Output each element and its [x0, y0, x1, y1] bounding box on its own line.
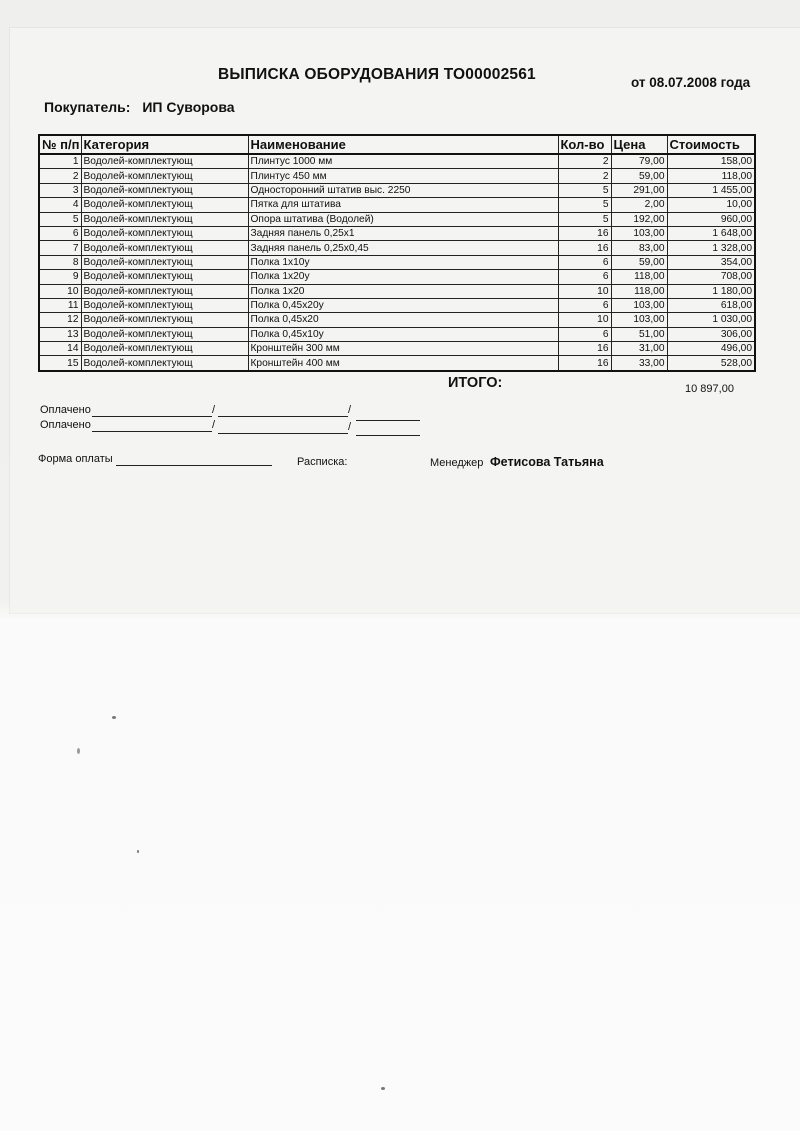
- table-row: [39, 183, 755, 197]
- row-name: Полка 1х20у: [248, 270, 558, 284]
- row-price: 33,00: [611, 356, 667, 371]
- row-cost: 118,00: [667, 169, 755, 183]
- row-category: Водолей-комплектующ: [81, 169, 248, 183]
- buyer-name: ИП Суворова: [142, 99, 235, 115]
- table-row: [39, 198, 755, 212]
- row-number: 15: [39, 356, 81, 371]
- row-price: 103,00: [611, 226, 667, 240]
- table-row: [39, 327, 755, 341]
- column-header-quantity: Кол-во: [558, 135, 611, 154]
- row-cost: 528,00: [667, 356, 755, 371]
- paid-1-date-line[interactable]: [356, 420, 420, 421]
- row-cost: 1 648,00: [667, 226, 755, 240]
- row-name: Задняя панель 0,25х1: [248, 226, 558, 240]
- row-quantity: 16: [558, 241, 611, 255]
- row-quantity: 10: [558, 313, 611, 327]
- row-quantity: 2: [558, 169, 611, 183]
- scan-speck: [137, 850, 139, 853]
- row-name: Полка 1х20: [248, 284, 558, 298]
- items-table: [38, 134, 756, 372]
- row-name: Кронштейн 400 мм: [248, 356, 558, 371]
- row-price: 79,00: [611, 154, 667, 169]
- column-header-cost: Стоимость: [667, 135, 755, 154]
- row-number: 10: [39, 284, 81, 298]
- row-cost: 960,00: [667, 212, 755, 226]
- row-category: Водолей-комплектующ: [81, 356, 248, 371]
- table-row: [39, 298, 755, 312]
- table-row: [39, 284, 755, 298]
- row-cost: 496,00: [667, 342, 755, 356]
- row-number: 14: [39, 342, 81, 356]
- row-price: 83,00: [611, 241, 667, 255]
- column-header-category: Категория: [81, 135, 248, 154]
- row-number: 2: [39, 169, 81, 183]
- paid-2-separator: /: [212, 419, 216, 431]
- row-number: 5: [39, 212, 81, 226]
- row-category: Водолей-комплектующ: [81, 313, 248, 327]
- receipt-label: Расписка:: [297, 456, 348, 468]
- scan-speck: [112, 716, 116, 719]
- table-row: [39, 226, 755, 240]
- column-header-name: Наименование: [248, 135, 558, 154]
- row-number: 9: [39, 270, 81, 284]
- row-name: Опора штатива (Водолей): [248, 212, 558, 226]
- row-number: 3: [39, 183, 81, 197]
- paid-label-2: Оплачено: [40, 419, 91, 431]
- paid-1-separator-2: /: [348, 404, 352, 416]
- row-category: Водолей-комплектующ: [81, 212, 248, 226]
- paid-label-1: Оплачено: [40, 404, 91, 416]
- row-category: Водолей-комплектующ: [81, 270, 248, 284]
- column-header-number: № п/п: [39, 135, 81, 154]
- row-category: Водолей-комплектующ: [81, 241, 248, 255]
- payment-form-line[interactable]: [116, 465, 272, 466]
- table-header-row: [39, 135, 755, 154]
- document-number: ТО00002561: [443, 66, 536, 83]
- row-number: 13: [39, 327, 81, 341]
- row-quantity: 2: [558, 154, 611, 169]
- row-name: Односторонний штатив выс. 2250: [248, 183, 558, 197]
- total-value: 10 897,00: [685, 383, 734, 395]
- buyer-line: [44, 99, 235, 115]
- row-price: 31,00: [611, 342, 667, 356]
- paid-2-separator-2: /: [348, 421, 352, 433]
- document-title: [218, 66, 536, 84]
- row-name: Задняя панель 0,25х0,45: [248, 241, 558, 255]
- row-price: 192,00: [611, 212, 667, 226]
- row-quantity: 6: [558, 255, 611, 269]
- row-cost: 1 455,00: [667, 183, 755, 197]
- total-label: ИТОГО:: [448, 375, 503, 391]
- row-quantity: 16: [558, 356, 611, 371]
- row-price: 103,00: [611, 298, 667, 312]
- row-cost: 1 180,00: [667, 284, 755, 298]
- row-name: Пятка для штатива: [248, 198, 558, 212]
- row-quantity: 5: [558, 198, 611, 212]
- row-category: Водолей-комплектующ: [81, 226, 248, 240]
- row-cost: 1 328,00: [667, 241, 755, 255]
- row-name: Плинтус 450 мм: [248, 169, 558, 183]
- row-price: 103,00: [611, 313, 667, 327]
- row-name: Полка 0,45х20: [248, 313, 558, 327]
- document-date: от 08.07.2008 года: [631, 75, 751, 90]
- table-row: [39, 154, 755, 169]
- paid-2-name-line[interactable]: [218, 433, 348, 434]
- row-price: 118,00: [611, 284, 667, 298]
- row-cost: 708,00: [667, 270, 755, 284]
- row-name: Плинтус 1000 мм: [248, 154, 558, 169]
- row-number: 11: [39, 298, 81, 312]
- paid-1-signature-line[interactable]: [92, 416, 212, 417]
- row-quantity: 5: [558, 212, 611, 226]
- row-category: Водолей-комплектующ: [81, 327, 248, 341]
- table-row: [39, 313, 755, 327]
- row-name: Полка 0,45х20у: [248, 298, 558, 312]
- row-number: 12: [39, 313, 81, 327]
- paid-2-signature-line[interactable]: [92, 431, 212, 432]
- paid-2-date-line[interactable]: [356, 435, 420, 436]
- row-price: 2,00: [611, 198, 667, 212]
- row-number: 6: [39, 226, 81, 240]
- row-number: 1: [39, 154, 81, 169]
- row-cost: 158,00: [667, 154, 755, 169]
- row-category: Водолей-комплектующ: [81, 255, 248, 269]
- table-row: [39, 169, 755, 183]
- row-cost: 354,00: [667, 255, 755, 269]
- manager-label: Менеджер: [430, 457, 484, 469]
- row-cost: 10,00: [667, 198, 755, 212]
- scan-speck: [381, 1087, 385, 1090]
- column-header-price: Цена: [611, 135, 667, 154]
- row-category: Водолей-комплектующ: [81, 342, 248, 356]
- document-title-text: ВЫПИСКА ОБОРУДОВАНИЯ: [218, 66, 440, 83]
- row-price: 59,00: [611, 255, 667, 269]
- row-number: 7: [39, 241, 81, 255]
- row-name: Полка 0,45х10у: [248, 327, 558, 341]
- row-quantity: 6: [558, 270, 611, 284]
- table-row: [39, 342, 755, 356]
- row-category: Водолей-комплектующ: [81, 198, 248, 212]
- row-quantity: 6: [558, 298, 611, 312]
- paid-1-name-line[interactable]: [218, 416, 348, 417]
- table-row: [39, 356, 755, 371]
- buyer-label: Покупатель:: [44, 99, 131, 115]
- table-row: [39, 255, 755, 269]
- table-row: [39, 241, 755, 255]
- row-quantity: 16: [558, 226, 611, 240]
- row-price: 51,00: [611, 327, 667, 341]
- row-number: 8: [39, 255, 81, 269]
- payment-form-label: Форма оплаты: [38, 453, 113, 465]
- row-price: 291,00: [611, 183, 667, 197]
- row-category: Водолей-комплектующ: [81, 284, 248, 298]
- paid-1-separator: /: [212, 404, 216, 416]
- row-number: 4: [39, 198, 81, 212]
- row-cost: 306,00: [667, 327, 755, 341]
- row-name: Полка 1х10у: [248, 255, 558, 269]
- row-quantity: 6: [558, 327, 611, 341]
- row-cost: 1 030,00: [667, 313, 755, 327]
- items-table-body: [39, 154, 755, 371]
- table-row: [39, 212, 755, 226]
- row-category: Водолей-комплектующ: [81, 183, 248, 197]
- table-row: [39, 270, 755, 284]
- manager-name: Фетисова Татьяна: [490, 455, 604, 469]
- row-quantity: 10: [558, 284, 611, 298]
- row-category: Водолей-комплектующ: [81, 298, 248, 312]
- row-quantity: 5: [558, 183, 611, 197]
- row-price: 59,00: [611, 169, 667, 183]
- scan-speck: [77, 748, 80, 754]
- row-category: Водолей-комплектующ: [81, 154, 248, 169]
- row-name: Кронштейн 300 мм: [248, 342, 558, 356]
- row-quantity: 16: [558, 342, 611, 356]
- row-price: 118,00: [611, 270, 667, 284]
- row-cost: 618,00: [667, 298, 755, 312]
